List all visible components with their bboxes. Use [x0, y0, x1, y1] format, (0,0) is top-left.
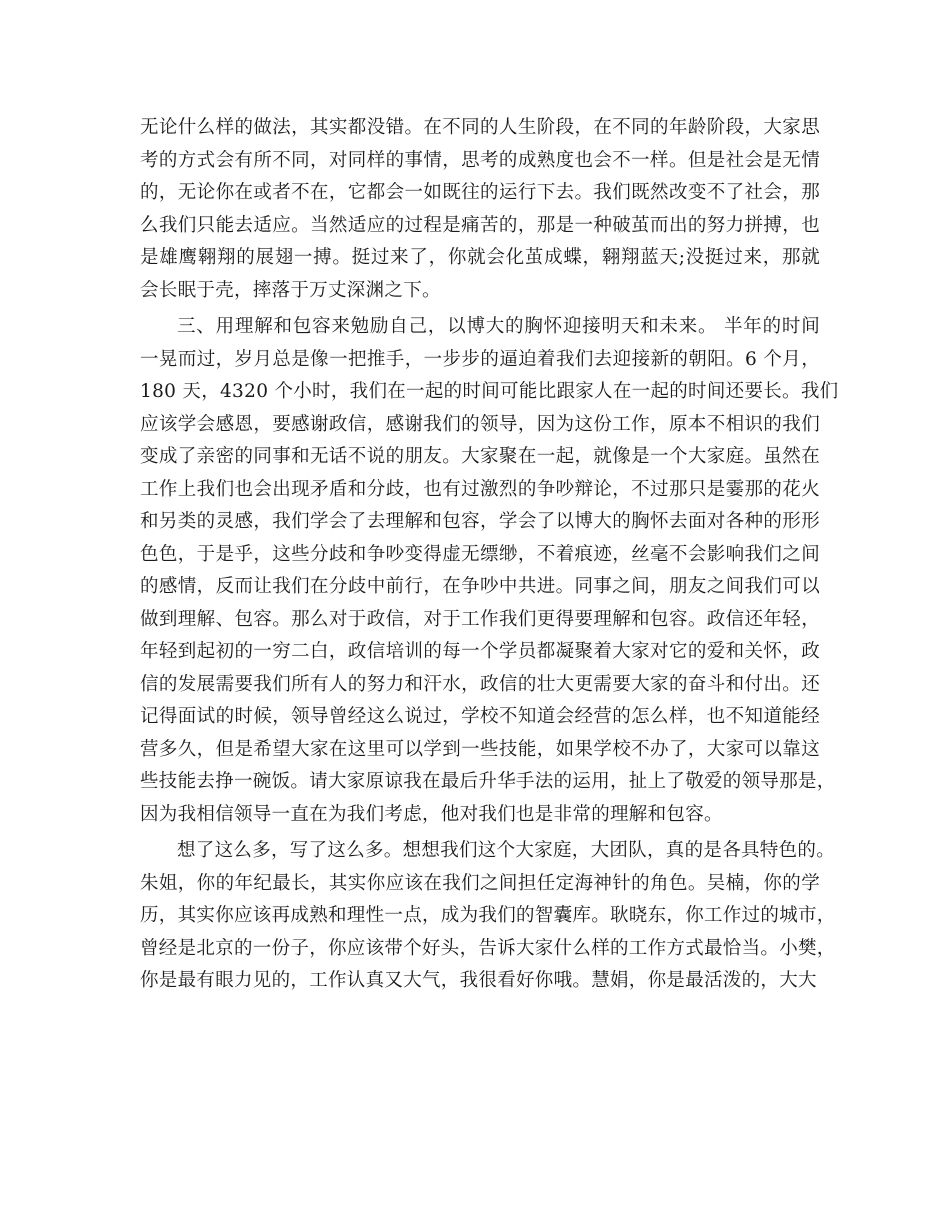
text-line: 营多久，但是希望大家在这里可以学到一些技能，如果学校不办了，大家可以靠这	[140, 738, 820, 760]
text-line: 做到理解、包容。那么对于政信，对于工作我们更得要理解和包容。政信还年轻，	[140, 608, 820, 630]
paragraph-p3	[140, 835, 836, 998]
text-line: 曾经是北京的一份子，你应该带个好头，告诉大家什么样的工作方式最恰当。小樊，	[140, 937, 836, 959]
text-line: 应该学会感恩，要感谢政信，感谢我们的领导，因为这份工作，原本不相识的我们	[140, 413, 820, 435]
text-line: 是雄鹰翱翔的展翅一搏。挺过来了，你就会化茧成蝶，翱翔蓝天;没挺过来，那就	[140, 247, 820, 268]
text-line: 考的方式会有所不同，对同样的事情，思考的成熟度也会不一样。但是社会是无情	[140, 149, 820, 171]
document-body	[140, 112, 839, 998]
text-line: 因为我相信领导一直在为我们考虑，他对我们也是非常的理解和包容。	[140, 803, 723, 825]
text-line: 历，其实你应该再成熟和理性一点，成为我们的智囊库。耿晓东，你工作过的城市，	[140, 905, 836, 926]
text-line: 的，无论你在或者不在，它都会一如既往的运行下去。我们既然改变不了社会，那	[140, 182, 820, 203]
text-line: 朱姐，你的年纪最长，其实你应该在我们之间担任定海神针的角色。吴楠，你的学	[140, 872, 820, 894]
text-line: 的感情，反而让我们在分歧中前行，在争吵中共进。同事之间，朋友之间我们可以	[140, 576, 820, 597]
text-line: 信的发展需要我们所有人的努力和汗水，政信的壮大更需要大家的奋斗和付出。还	[140, 673, 820, 695]
text-line: 一晃而过，岁月总是像一把推手，一步步的逼迫着我们去迎接新的朝阳。6 个月，	[140, 348, 820, 370]
text-line: 三、用理解和包容来勉励自己，以博大的胸怀迎接明天和未来。 半年的时间	[177, 316, 820, 337]
text-line: 工作上我们也会出现矛盾和分歧，也有过激烈的争吵辩论，不过那只是霎那的花火	[140, 478, 820, 500]
text-line: 无论什么样的做法，其实都没错。在不同的人生阶段，在不同的年龄阶段，大家思	[140, 117, 820, 138]
text-line: 些技能去挣一碗饭。请大家原谅我在最后升华手法的运用，扯上了敬爱的领导那是，	[140, 771, 836, 792]
text-line: 180 天，4320 个小时，我们在一起的时间可能比跟家人在一起的时间还要长。我们	[140, 381, 839, 402]
text-line: 年轻到起初的一穷二白，政信培训的每一个学员都凝聚着大家对它的爱和关怀，政	[140, 641, 820, 662]
paragraph-p2	[140, 311, 839, 831]
paragraph-p1	[140, 112, 820, 307]
text-line: 变成了亲密的同事和无话不说的朋友。大家聚在一起，就像是一个大家庭。虽然在	[140, 446, 820, 467]
text-line: 和另类的灵感，我们学会了去理解和包容，学会了以博大的胸怀去面对各种的形形	[140, 511, 820, 532]
text-line: 记得面试的时候，领导曾经这么说过，学校不知道会经营的怎么样，也不知道能经	[140, 706, 820, 727]
text-line: 会长眠于壳，摔落于万丈深渊之下。	[140, 279, 441, 301]
text-line: 么我们只能去适应。当然适应的过程是痛苦的，那是一种破茧而出的努力拼搏，也	[140, 214, 820, 236]
text-line: 你是最有眼力见的，工作认真又大气，我很看好你哦。慧娟，你是最活泼的，大大	[140, 970, 817, 991]
text-line: 色色，于是乎，这些分歧和争吵变得虚无缥缈，不着痕迹，丝毫不会影响我们之间	[140, 543, 820, 565]
text-line: 想了这么多，写了这么多。想想我们这个大家庭，大团队，真的是各具特色的。	[177, 840, 836, 861]
